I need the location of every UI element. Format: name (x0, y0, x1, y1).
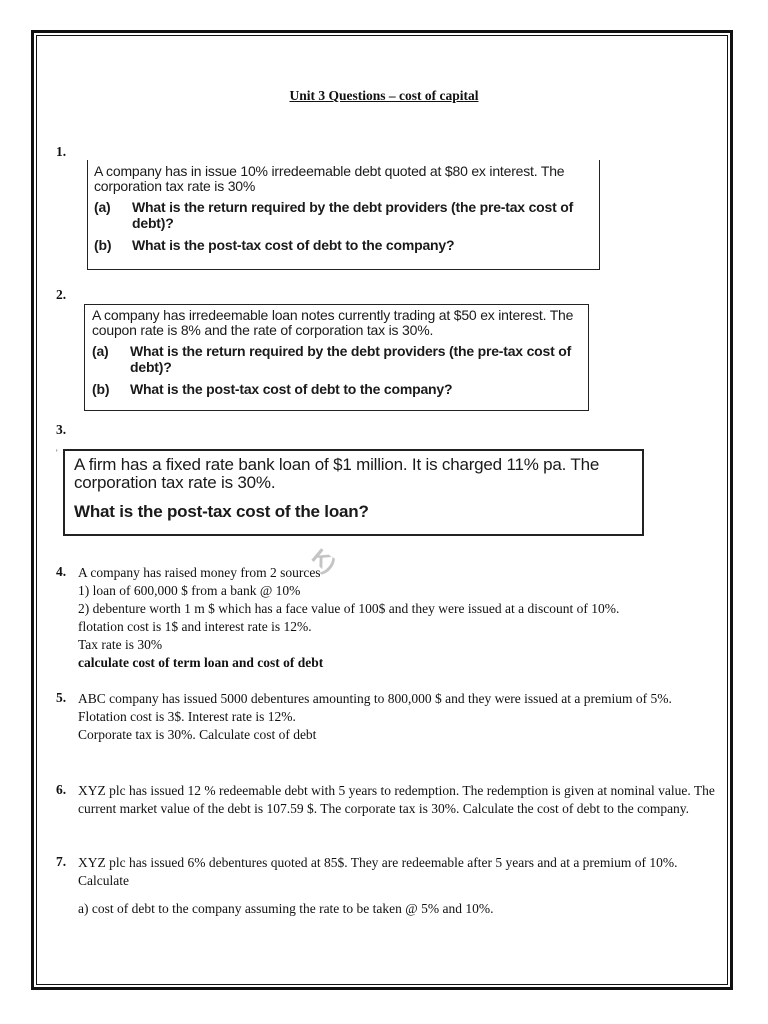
question-1-box (87, 160, 600, 270)
question-1-part-b-label: (b) (94, 237, 112, 254)
question-4-number: 4. (56, 564, 67, 579)
question-6-text: XYZ plc has issued 12 % redeemable debt with 5 years to redemption. The redemption is given at nominal value. The current market value of the debt is 107.59 $. The corporate tax is 30%. Calculate the cost of debt to the company. (78, 783, 715, 816)
question-2-intro: A company has irredeemable loan notes currently trading at $50 ex interest. The coupon rate is 8% and the rate of corporation tax is 30%. (92, 307, 574, 338)
question-4-line: A company has raised money from 2 sources (78, 565, 321, 580)
question-1-intro: A company has in issue 10% irredeemable debt quoted at $80 ex interest. The corporation tax rate is 30% (94, 163, 565, 194)
question-5-line: ABC company has issued 5000 debentures amounting to 800,000 $ and they were issued at a premium of 5%. (78, 691, 672, 706)
question-3-intro: A firm has a fixed rate bank loan of $1 million. It is charged 11% pa. The corporation tax rate is 30%. (74, 455, 600, 492)
question-3-question: What is the post-tax cost of the loan? (74, 501, 369, 521)
question-4-text (78, 564, 718, 672)
question-1-part-a (94, 199, 593, 231)
question-5-line: Corporate tax is 30%. Calculate cost of debt (78, 727, 317, 742)
question-2-part-a-text: What is the return required by the debt providers (the pre-tax cost of debt)? (130, 343, 572, 376)
question-7-part-a: a) cost of debt to the company assuming the rate to be taken @ 5% and 10%. (78, 901, 494, 916)
question-7-text: XYZ plc has issued 6% debentures quoted at 85$. They are redeemable after 5 years and at a premium of 10%. Calculate (78, 855, 678, 888)
question-5-text (78, 690, 718, 744)
question-1-part-a-text: What is the return required by the debt providers (the pre-tax cost of debt)? (132, 199, 574, 232)
question-4-line: 1) loan of 600,000 $ from a bank @ 10% (78, 583, 301, 598)
question-2-part-b-label: (b) (92, 381, 110, 398)
question-5-line: Flotation cost is 3$. Interest rate is 12%. (78, 709, 296, 724)
question-2-part-a-label: (a) (92, 343, 109, 360)
question-2-box (84, 304, 589, 411)
question-2-part-b-text: What is the post-tax cost of debt to the company? (130, 381, 453, 398)
watermark: K) (307, 543, 341, 578)
question-2-part-b (92, 381, 581, 397)
question-6-number: 6. (56, 782, 67, 797)
question-2-number: 2. (56, 287, 67, 302)
question-3-box (63, 449, 644, 536)
page-title: Unit 3 Questions – cost of capital (289, 88, 479, 103)
question-3-number: 3. (56, 422, 67, 437)
question-1-part-b-text: What is the post-tax cost of debt to the company? (132, 237, 455, 254)
question-3-mark: ' (56, 448, 58, 458)
question-4-instruction: calculate cost of term loan and cost of debt (78, 655, 324, 670)
question-1-part-a-label: (a) (94, 199, 111, 216)
question-7-number: 7. (56, 854, 67, 869)
question-4-line: 2) debenture worth 1 m $ which has a face value of 100$ and they were issued at a discount of 10%. (78, 601, 620, 616)
question-2-part-a (92, 343, 581, 375)
question-4-line: Tax rate is 30% (78, 637, 163, 652)
question-1-number: 1. (56, 144, 67, 159)
question-5-number: 5. (56, 690, 67, 705)
question-4-line: flotation cost is 1$ and interest rate is 12%. (78, 619, 312, 634)
question-1-part-b (94, 237, 593, 253)
